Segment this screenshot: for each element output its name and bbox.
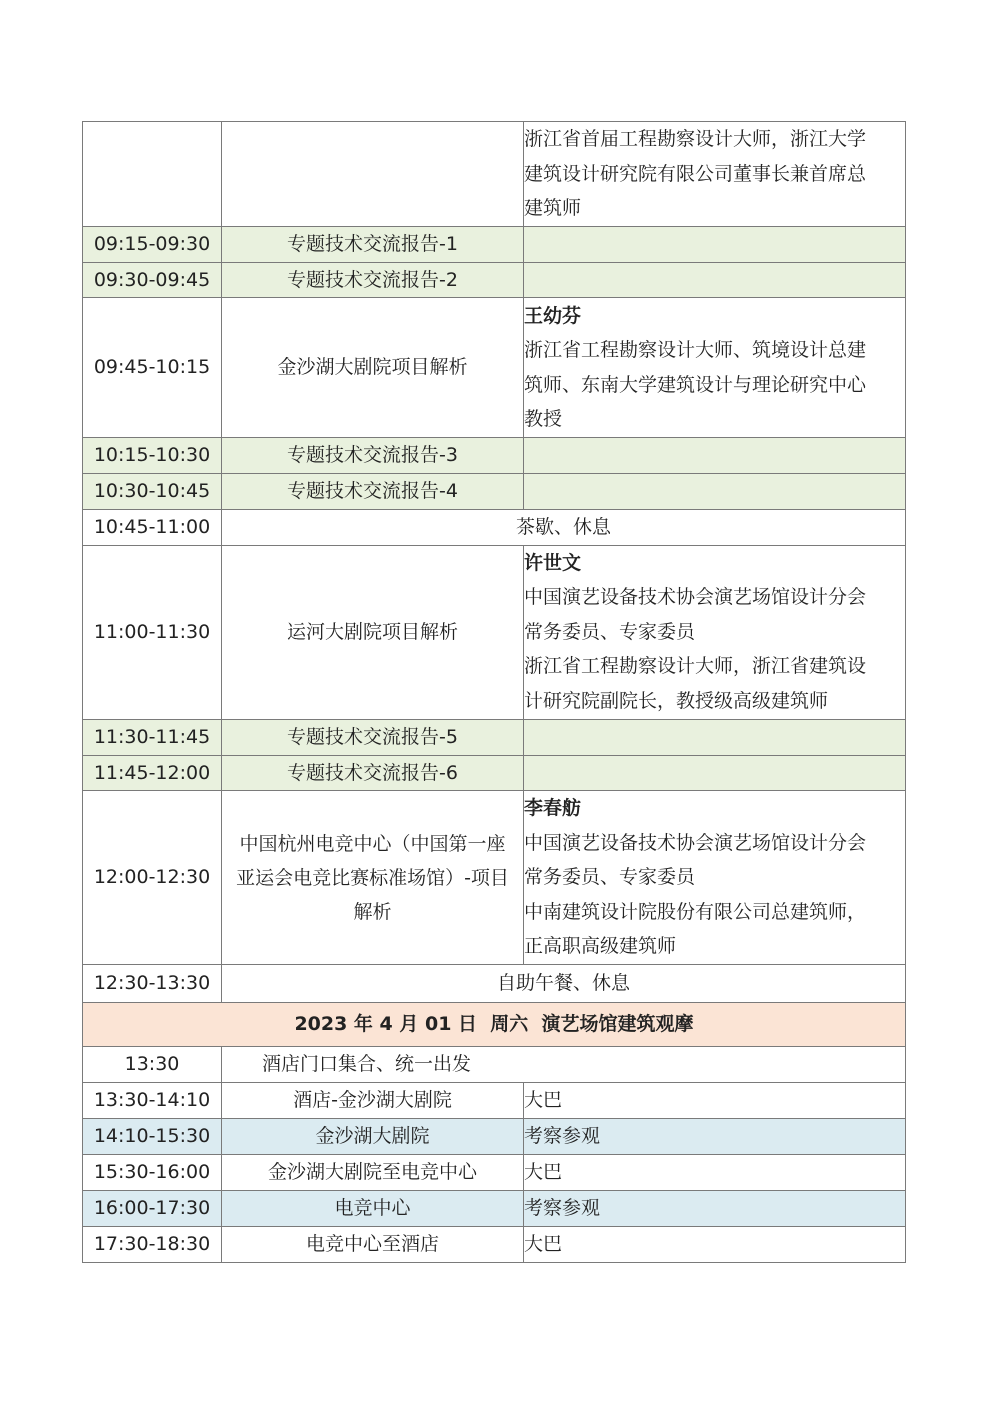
speaker-name: 李春舫 bbox=[524, 797, 582, 820]
topic-cell: 酒店-金沙湖大剧院 bbox=[222, 1082, 524, 1118]
topic-cell: 金沙湖大剧院项目解析 bbox=[222, 298, 524, 438]
time-cell: 14:10-15:30 bbox=[83, 1118, 222, 1154]
time-cell: 11:00-11:30 bbox=[83, 545, 222, 719]
speaker-desc: 建筑设计研究院有限公司董事长兼首席总 bbox=[524, 162, 867, 185]
table-row bbox=[83, 1190, 906, 1226]
topic-cell: 金沙湖大剧院至电竞中心 bbox=[222, 1154, 524, 1190]
break-cell: 茶歇、休息 bbox=[222, 509, 906, 545]
time-cell: 10:30-10:45 bbox=[83, 474, 222, 510]
speaker-desc: 教授 bbox=[524, 408, 563, 430]
topic-cell: 专题技术交流报告-6 bbox=[222, 755, 524, 791]
day-weekday: 周六 bbox=[490, 1013, 529, 1036]
time-cell: 13:30-14:10 bbox=[83, 1082, 222, 1118]
topic-cell bbox=[222, 791, 524, 965]
break-cell: 自助午餐、休息 bbox=[222, 965, 906, 1003]
table-row bbox=[83, 298, 906, 438]
schedule-table bbox=[82, 121, 906, 1263]
topic-line: 解析 bbox=[353, 900, 392, 923]
speaker-cell bbox=[524, 791, 906, 965]
topic-cell bbox=[222, 122, 524, 227]
speaker-name: 王幼芬 bbox=[524, 304, 582, 327]
speaker-desc: 浙江省工程勘察设计大师、筑境设计总建 bbox=[524, 339, 867, 361]
table-row bbox=[83, 1118, 906, 1154]
time-cell: 10:15-10:30 bbox=[83, 438, 222, 474]
table-row bbox=[83, 791, 906, 965]
speaker-desc: 筑师、东南大学建筑设计与理论研究中心 bbox=[524, 373, 867, 396]
table-row bbox=[83, 755, 906, 791]
speaker-desc: 浙江省首届工程勘察设计大师，浙江大学 bbox=[524, 128, 867, 151]
day-date: 2023 年 4 月 01 日 bbox=[294, 1013, 478, 1036]
speaker-cell bbox=[524, 298, 906, 438]
speaker-desc: 浙江省工程勘察设计大师，浙江省建筑设 bbox=[524, 655, 867, 678]
time-cell: 09:30-09:45 bbox=[83, 262, 222, 298]
topic-cell: 专题技术交流报告-4 bbox=[222, 474, 524, 510]
table-row bbox=[83, 438, 906, 474]
table-row bbox=[83, 1154, 906, 1190]
speaker-cell bbox=[524, 474, 906, 510]
table-row bbox=[83, 227, 906, 263]
time-cell: 11:30-11:45 bbox=[83, 719, 222, 755]
time-cell: 11:45-12:00 bbox=[83, 755, 222, 791]
speaker-cell bbox=[524, 122, 906, 227]
topic-cell: 电竞中心 bbox=[222, 1190, 524, 1226]
speaker-desc: 中南建筑设计院股份有限公司总建筑师， bbox=[524, 900, 867, 923]
note-cell: 大巴 bbox=[524, 1154, 906, 1190]
speaker-cell bbox=[524, 545, 906, 719]
topic-cell: 电竞中心至酒店 bbox=[222, 1226, 524, 1262]
note-cell: 考察参观 bbox=[524, 1190, 906, 1226]
speaker-desc: 计研究院副院长，教授级高级建筑师 bbox=[524, 689, 829, 712]
speaker-desc: 建筑师 bbox=[524, 197, 582, 220]
speaker-cell bbox=[524, 438, 906, 474]
table-row bbox=[83, 1047, 906, 1083]
speaker-desc: 中国演艺设备技术协会演艺场馆设计分会 bbox=[524, 586, 867, 609]
topic-cell: 专题技术交流报告-5 bbox=[222, 719, 524, 755]
day-title: 演艺场馆建筑观摩 bbox=[541, 1013, 694, 1036]
time-cell: 17:30-18:30 bbox=[83, 1226, 222, 1262]
speaker-cell bbox=[524, 719, 906, 755]
topic-cell: 金沙湖大剧院 bbox=[222, 1118, 524, 1154]
table-row bbox=[83, 474, 906, 510]
time-cell: 15:30-16:00 bbox=[83, 1154, 222, 1190]
day-header-row bbox=[83, 1003, 906, 1047]
table-row bbox=[83, 965, 906, 1003]
table-row bbox=[83, 719, 906, 755]
topic-cell: 专题技术交流报告-1 bbox=[222, 227, 524, 263]
speaker-name: 许世文 bbox=[524, 551, 582, 574]
time-cell: 09:15-09:30 bbox=[83, 227, 222, 263]
time-cell: 16:00-17:30 bbox=[83, 1190, 222, 1226]
time-cell: 12:00-12:30 bbox=[83, 791, 222, 965]
note-cell: 大巴 bbox=[524, 1226, 906, 1262]
speaker-cell bbox=[524, 262, 906, 298]
table-row bbox=[83, 545, 906, 719]
day-header bbox=[83, 1003, 906, 1047]
time-cell bbox=[83, 122, 222, 227]
time-cell: 12:30-13:30 bbox=[83, 965, 222, 1003]
speaker-desc: 常务委员、专家委员 bbox=[524, 620, 696, 643]
table-row bbox=[83, 509, 906, 545]
table-row bbox=[83, 122, 906, 227]
topic-cell: 专题技术交流报告-2 bbox=[222, 262, 524, 298]
speaker-desc: 正高职高级建筑师 bbox=[524, 935, 677, 958]
note-cell: 考察参观 bbox=[524, 1118, 906, 1154]
time-cell: 10:45-11:00 bbox=[83, 509, 222, 545]
topic-cell: 酒店门口集合、统一出发 bbox=[222, 1047, 906, 1083]
speaker-cell bbox=[524, 755, 906, 791]
table-row bbox=[83, 1082, 906, 1118]
time-cell: 09:45-10:15 bbox=[83, 298, 222, 438]
table-row bbox=[83, 1226, 906, 1262]
time-cell: 13:30 bbox=[83, 1047, 222, 1083]
speaker-cell bbox=[524, 227, 906, 263]
speaker-desc: 中国演艺设备技术协会演艺场馆设计分会 bbox=[524, 831, 867, 854]
topic-cell: 运河大剧院项目解析 bbox=[222, 545, 524, 719]
note-cell: 大巴 bbox=[524, 1082, 906, 1118]
topic-line: 亚运会电竞比赛标准场馆）-项目 bbox=[236, 866, 509, 889]
table-row bbox=[83, 262, 906, 298]
speaker-desc: 常务委员、专家委员 bbox=[524, 866, 696, 889]
topic-line: 中国杭州电竞中心（中国第一座 bbox=[239, 832, 506, 855]
topic-cell: 专题技术交流报告-3 bbox=[222, 438, 524, 474]
